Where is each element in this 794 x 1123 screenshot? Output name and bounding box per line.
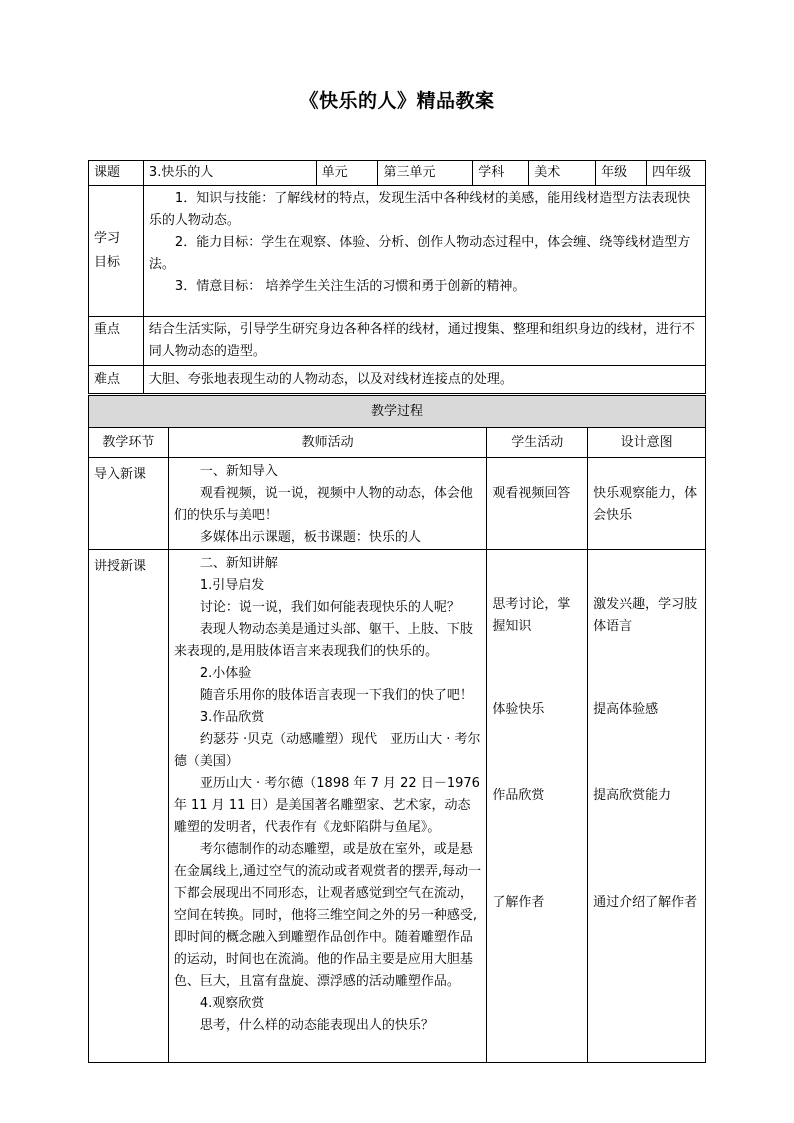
intro-teacher-line3: 多媒体出示课题，板书课题：快乐的人	[199, 530, 421, 545]
key-text: 结合生活实际，引导学生研究身边各种各样的线材，通过搜集、整理和组织身边的线材，进行不同人物动态的造型。	[143, 317, 705, 366]
document-title: 《快乐的人》精品教案	[299, 90, 495, 112]
teach-student-4: 了解作者	[492, 895, 545, 910]
lesson-info-table	[88, 160, 706, 394]
process-heading: 教学过程	[89, 396, 706, 428]
goal-item-3: 3．情意目标： 培养学生关注生活的习惯和勇于创新的精神。	[174, 279, 526, 294]
process-heading-row	[89, 396, 706, 428]
teach-line-1: 二、新知讲解	[199, 556, 278, 571]
unit-value: 第三单元	[378, 161, 473, 186]
teach-line-5: 2.小体验	[199, 666, 252, 681]
teach-design-2: 提高体验感	[593, 702, 659, 717]
key-label: 重点	[89, 317, 144, 366]
grade-label: 年级	[596, 161, 647, 186]
difficulty-label: 难点	[89, 366, 144, 394]
unit-label: 单元	[316, 161, 378, 186]
topic-row	[89, 161, 706, 186]
teach-line-11: 4.观察欣赏	[199, 996, 265, 1011]
goal-item-1: 1．知识与技能：了解线材的特点，发现生活中各种线材的美感，能用线材造型方法表现快乐的人物动态。	[148, 191, 691, 228]
teach-line-4: 表现人物动态美是通过头部、躯干、上肢、下肢来表现的,是用肢体语言来表现我们的快乐的。	[173, 622, 473, 659]
teach-line-2: 1.引导启发	[199, 578, 265, 593]
grade-value: 四年级	[647, 161, 706, 186]
goals-content	[143, 186, 705, 317]
subject-value: 美术	[529, 161, 596, 186]
goal-item-2: 2．能力目标：学生在观察、体验、分析、创作人物动态过程中，体会缠、绕等线材造型方法。	[148, 235, 691, 272]
goals-label-line2: 目标	[94, 255, 121, 270]
teach-stage: 讲授新课	[89, 550, 169, 1063]
col-stage-header: 教学环节	[89, 428, 169, 458]
teach-student-1: 思考讨论，掌握知识	[492, 597, 571, 634]
topic-value: 3.快乐的人	[143, 161, 316, 186]
intro-design: 快乐观察能力，体会快乐	[588, 458, 706, 550]
goals-label	[89, 186, 144, 317]
teach-student-2: 体验快乐	[492, 702, 545, 717]
teach-line-3: 讨论：说一说，我们如何能表现快乐的人呢？	[199, 600, 460, 615]
col-student-header: 学生活动	[487, 428, 588, 458]
teach-student-3: 作品欣赏	[492, 788, 545, 803]
intro-teacher-line2: 观看视频，说一说，视频中人物的动态，体会他们的快乐与美吧！	[173, 486, 473, 523]
difficulty-text: 大胆、夸张地表现生动的人物动态，以及对线材连接点的处理。	[143, 366, 705, 394]
subject-label: 学科	[473, 161, 529, 186]
goals-row	[89, 186, 706, 317]
teaching-process-table	[88, 395, 706, 1063]
teach-line-7: 3.作品欣赏	[199, 710, 265, 725]
intro-student: 观看视频回答	[487, 458, 588, 550]
topic-label: 课题	[89, 161, 144, 186]
difficulty-row	[89, 366, 706, 394]
teach-line-12: 思考，什么样的动态能表现出人的快乐？	[199, 1018, 434, 1033]
goals-label-line1: 学习	[94, 231, 121, 246]
teach-row	[89, 550, 706, 1063]
process-header-row	[89, 428, 706, 458]
teach-teacher	[168, 550, 486, 1063]
teach-design	[588, 550, 706, 1063]
intro-stage: 导入新课	[89, 458, 169, 550]
col-teacher-header: 教师活动	[168, 428, 486, 458]
intro-row	[89, 458, 706, 550]
teach-line-8: 约瑟芬 ·贝克（动感雕塑）现代 亚历山大 · 考尔德（美国）	[173, 732, 481, 769]
teach-design-4: 通过介绍了解作者	[593, 895, 698, 910]
teach-design-3: 提高欣赏能力	[593, 788, 672, 803]
intro-teacher	[168, 458, 486, 550]
teach-line-10: 考尔德制作的动态雕塑，或是放在室外，或是悬在金属线上,通过空气的流动或者观赏者的摆弄,每动一下都会展现出不同形态，让观者感觉到空气在流动，空间在转换。同时，他将三维空间之外的另一种感受,即时间的概念融入到雕塑作品创作中。随着雕塑作品的运动，时间也在流淌。他的作品主要是应用大胆基色、巨大，且富有盘旋、漂浮感的活动雕塑作品。	[173, 842, 482, 989]
teach-design-1: 激发兴趣，学习肢体语言	[593, 597, 698, 634]
teach-line-6: 随音乐用你的肢体语言表现一下我们的快了吧！	[199, 688, 473, 703]
teach-student	[487, 550, 588, 1063]
teach-line-9: 亚历山大 · 考尔德（1898 年 7 月 22 日－1976 年 11 月 11 日）是美国著名雕塑家、艺术家，动态雕塑的发明者，代表作有《龙虾陷阱与鱼尾》。	[173, 776, 480, 835]
intro-teacher-line1: 一、新知导入	[199, 464, 278, 479]
key-row	[89, 317, 706, 366]
col-design-header: 设计意图	[588, 428, 706, 458]
